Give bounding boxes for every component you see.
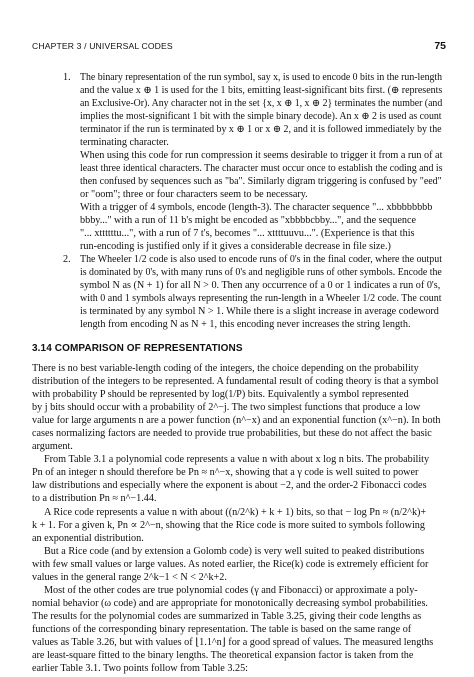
paragraph-line: run-encoding is justified only if it gives a considerable decrease in file size.) bbox=[80, 241, 391, 252]
paragraph-line: "... xttttttu...", with a run of 7 t's, becomes "... xttttuuvu...". (Experience is that this bbox=[80, 228, 415, 239]
paragraph-line: nomial behavior (ω code) and are appropriate for monotonically decreasing symbol probabilities. bbox=[32, 598, 428, 609]
paragraph-line: terminating character. bbox=[80, 137, 169, 148]
paragraph-line: or "oom"; three or four characters seem to be necessary. bbox=[80, 189, 308, 200]
paragraph-line: bbby..." with a run of 11 b's might be encoded as "xbbbbcbby...", and the sequence bbox=[80, 215, 416, 226]
paragraph-line: is terminated by any symbol N > 1. While there is a slight increase in average codeword bbox=[80, 306, 439, 317]
paragraph-line: There is no best variable-length coding of the integers, the choice depending on the probability bbox=[32, 363, 419, 374]
chapter-heading: CHAPTER 3 / UNIVERSAL CODES bbox=[32, 41, 173, 51]
paragraph-line: law distributions and especially where the exponent is about −2, and the order-2 Fibonacci codes bbox=[32, 480, 427, 491]
list-item-number: 2. bbox=[63, 254, 71, 265]
paragraph-line: functions of the corresponding binary representation. The table is based on the same range of bbox=[32, 624, 412, 635]
paragraph-line: value for large arguments n are a power function (n^−x) and an exponential function (x^−n). In both bbox=[32, 415, 441, 426]
paragraph-line: by j bits should occur with a probability of 2^−j. The two simplest functions that produce a low bbox=[32, 402, 421, 413]
paragraph-line: A Rice code represents a value n with about ((n/2^k) + k + 1) bits, so that − log Pn ≈ (n/2^k)+ bbox=[44, 507, 427, 518]
paragraph-line: The binary representation of the run symbol, say x, is used to encode 0 bits in the run-length bbox=[80, 72, 443, 83]
paragraph-line: From Table 3.1 a polynomial code represents a value n with about x log n bits. The probability bbox=[44, 454, 430, 465]
paragraph-line: The results for the polynomial codes are summarized in Table 3.25, giving their code lengths as bbox=[32, 611, 422, 622]
paragraph-line: But a Rice code (and by extension a Golomb code) is very well suited to peaked distributions bbox=[44, 546, 425, 557]
paragraph-line: to a distribution Pn ≈ n^−1.44. bbox=[32, 493, 157, 504]
paragraph-line: earlier Table 3.1. Two points follow from Table 3.25: bbox=[32, 663, 248, 674]
paragraph-line: k + 1. For a given k, Pn ∝ 2^−n, showing that the Rice code is more suited to symbols following bbox=[32, 520, 425, 531]
page-number: 75 bbox=[434, 40, 446, 52]
section-heading: 3.14 COMPARISON OF REPRESENTATIONS bbox=[32, 343, 243, 354]
paragraph-line: symbol N as (N + 1) for all N > 0. Then any occurrence of a 0 or 1 indicates a run of 0's, bbox=[80, 280, 441, 291]
paragraph-line: length from encoding N as N + 1, this encoding never increases the string length. bbox=[80, 319, 411, 330]
paragraph-line: and the value x ⊕ 1 is used for the 1 bits, emitting least-significant bits first. (⊕ represents bbox=[80, 85, 443, 96]
paragraph-line: Pn of an integer n should therefore be Pn ≈ n^−x, showing that a γ code is well suited to power bbox=[32, 467, 419, 478]
paragraph-line: an exponential distribution. bbox=[32, 533, 144, 544]
paragraph-line: terminator if the run is terminated by x ⊕ 1 or x ⊕ 2, and it is followed immediately by the bbox=[80, 124, 442, 135]
paragraph-line: is dominated by 0's, with many runs of 0's and negligible runs of other symbols. Encode the bbox=[80, 267, 442, 278]
paragraph-line: are least-square fitted to the binary lengths. The theoretical expansion factor is taken from the bbox=[32, 650, 414, 661]
paragraph-line: With a trigger of 4 symbols, encode (length-3). The character sequence "... xbbbbbbbb bbox=[80, 202, 433, 213]
paragraph-line: argument. bbox=[32, 441, 73, 452]
paragraph-line: values in the general range 2^k−1 < N < 2^k+2. bbox=[32, 572, 227, 583]
paragraph-line: Most of the other codes are true polynomial codes (γ and Fibonacci) or approximate a poly- bbox=[44, 585, 418, 596]
paragraph-line: cases normalizing factors are needed to provide true probabilities, but these do not affect the basic bbox=[32, 428, 432, 439]
paragraph-line: values as Table 3.26, but with values of ⌊1.1^n⌋ for a good spread of values. The measured lengths bbox=[32, 637, 434, 648]
paragraph-line: with few small values or large values. As noted earlier, the Rice(k) code is extremely efficient for bbox=[32, 559, 429, 570]
paragraph-line: The Wheeler 1/2 code is also used to encode runs of 0's in the final coder, where the output bbox=[80, 254, 442, 265]
list-item-number: 1. bbox=[63, 72, 71, 83]
paragraph-line: distribution of the integers to be represented. A fundamental result of coding theory is that a symbol bbox=[32, 376, 439, 387]
paragraph-line: then confused by sequences such as "ba". Similarly digram triggering is confused by "eed" bbox=[80, 176, 442, 187]
paragraph-line: implies the most-significant 1 bit with the simple binary decode). An x ⊕ 2 is used as count bbox=[80, 111, 442, 122]
running-head bbox=[32, 41, 446, 55]
paragraph-line: with 0 and 1 symbols always representing the run-length in a Wheeler 1/2 code. The count bbox=[80, 293, 442, 304]
paragraph-line: When using this code for run compression it seems desirable to trigger it from a run of at bbox=[80, 150, 443, 161]
paragraph-line: an Exclusive-Or). Any character not in the set {x, x ⊕ 1, x ⊕ 2} terminates the number (and bbox=[80, 98, 443, 109]
paragraph-line: with probability P should be represented by log(1/P) bits. Equivalently a symbol represented bbox=[32, 389, 409, 400]
paragraph-line: least three identical characters. The character must occur once to establish the coding and is bbox=[80, 163, 443, 174]
